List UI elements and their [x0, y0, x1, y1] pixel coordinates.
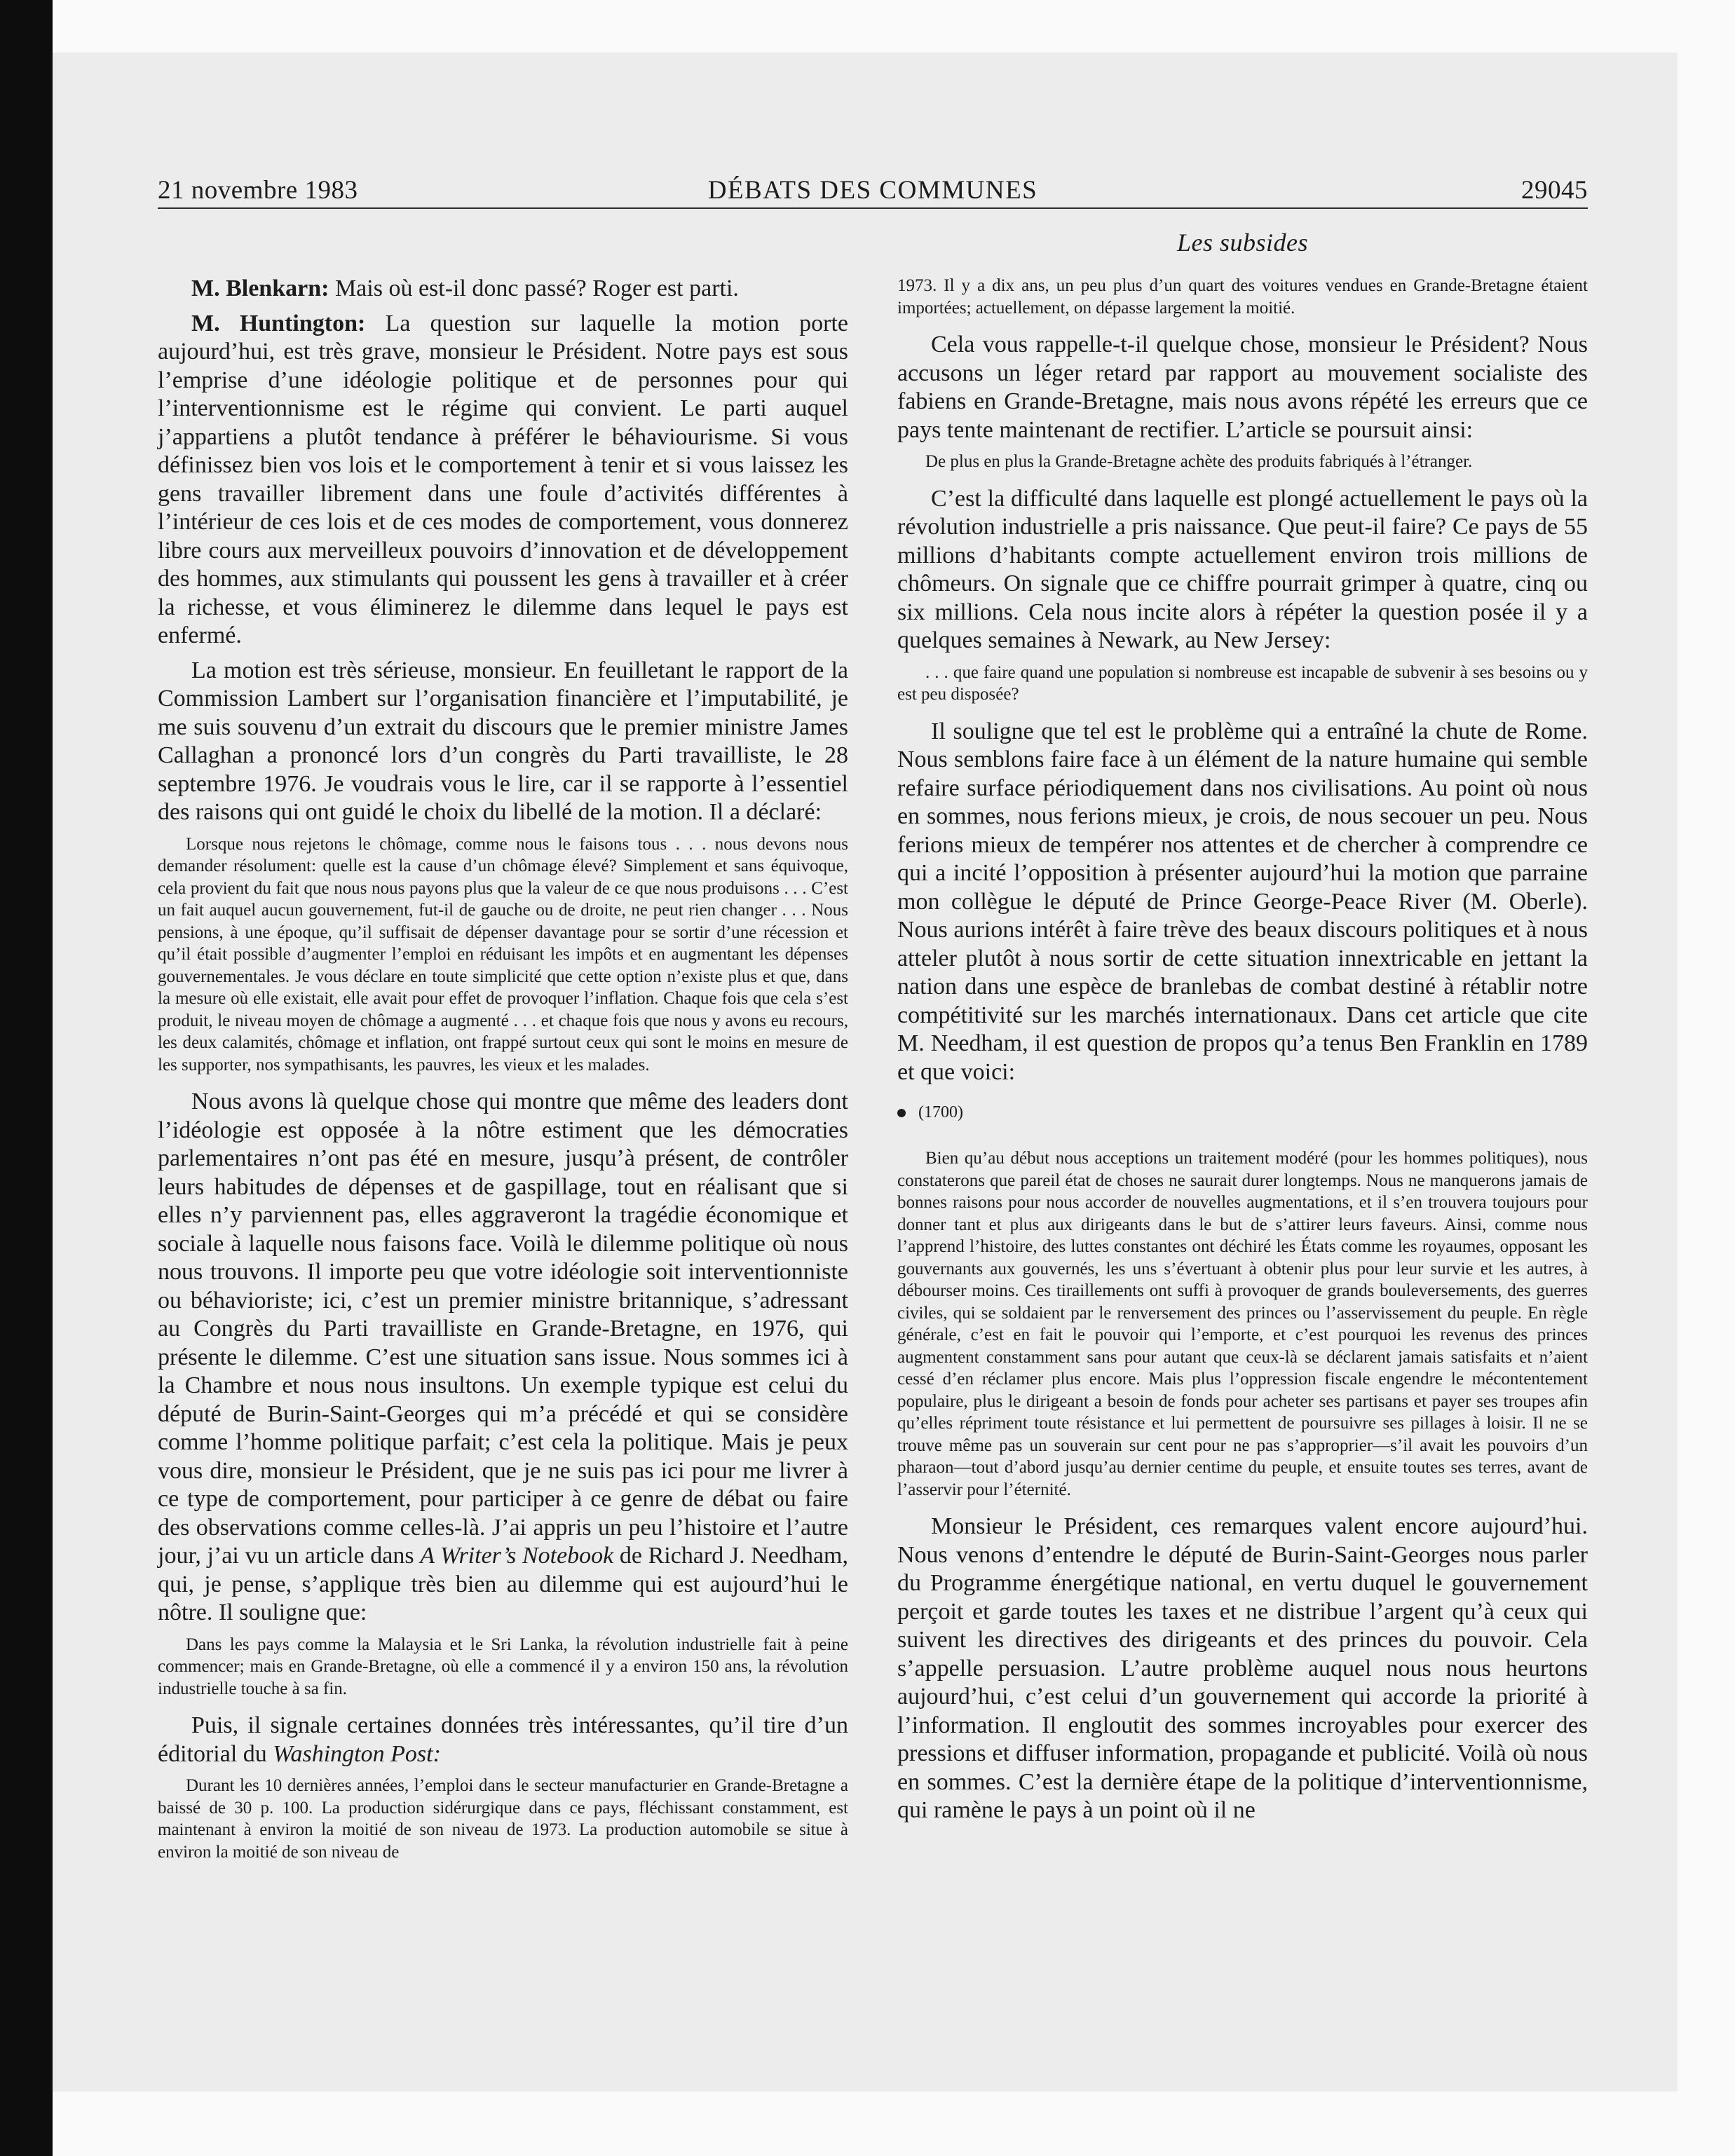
right-column	[897, 275, 1588, 1831]
quotation-washington-post: Durant les 10 dernières années, l’emploi dans le secteur manufacturier en Grande-Bretagne a baissé de 30 p. 100. La production sidérurgique dans ce pays, fléchissant constamment, est maintenant à environ la moitié de son niveau de 1973. La production automobile se situe à environ la moitié de son niveau de	[158, 1776, 848, 1862]
speech-text: Mais où est-il donc passé? Roger est parti.	[329, 275, 739, 301]
quotation: De plus en plus la Grande-Bretagne achète des produits fabriqués à l’étranger.	[925, 452, 1473, 471]
paragraph: Cela vous rappelle-t-il quelque chose, monsieur le Président? Nous accusons un léger retard par rapport au mouvement socialiste des fabiens en Grande-Bretagne, mais nous avons répété les erreurs que ce pays tente maintenant de rectifier. L’article se poursuit ainsi:	[897, 332, 1588, 443]
scan-margin-right	[1678, 0, 1735, 2156]
scan-margin-bottom	[53, 2092, 1735, 2156]
left-column	[158, 275, 848, 1875]
text-run: Puis, il signale certaines données très intéressantes, qu’il tire d’un éditorial du	[158, 1712, 848, 1767]
quotation: . . . que faire quand une population si nombreuse est incapable de subvenir à ses besoins ou y est peu disposée?	[897, 662, 1588, 704]
scan-margin-top	[53, 0, 1735, 53]
quotation-franklin: Bien qu’au début nous acceptions un traitement modéré (pour les hommes politiques), nous constaterons que pareil état de choses ne saurait durer longtemps. Nous ne manquerons jamais de bonnes raisons pour nous accorder de nouvelles augmentations, et il s’en trouvera toujours pour donner tant et plus aux dirigeants dans le but de s’attirer leurs faveurs. Ainsi, comme nous l’apprend l’histoire, des luttes constantes ont déchiré les États comme les royaumes, opposant les gouvernants aux gouvernés, les uns s’évertuant à obtenir plus pour leur survie et les autres, à débourser moins. Ces tiraillements ont suffi à provoquer de grands bouleversements, des guerres civiles, qui se soldaient par le renversement des princes ou l’asservissement du peuple. En règle générale, c’est en fait le pouvoir qui l’emporte, et c’est pourquoi les revenus des princes augmentent constamment sans pour autant que ceux-là se déclarent jamais satisfaits et n’aient cessé d’en réclamer plus encore. Mais plus l’oppression fiscale engendre le mécontentement populaire, plus le dirigeant a besoin de fonds pour acheter ses partisans et payer ses troupes afin qu’elles répriment toute résistance et lui permettent de poursuivre ses pillages à loisir. Il ne se trouve même pas un souverain sur cent pour ne pas s’approprier—s’il avait les pouvoirs d’un pharaon—tout d’abord jusqu’au dernier centime du peuple, et ensuite toutes ses terres, avant de l’asservir pour l’éternité.	[897, 1149, 1588, 1499]
paragraph: C’est la difficulté dans laquelle est plongé actuellement le pays où la révolution industrielle a pris naissance. Que peut-il faire? Ce pays de 55 millions d’habitants compte actuellement environ trois millions de chômeurs. On signale que ce chiffre pourrait grimper à quatre, cinq ou six millions. Cela nous incite alors à répéter la question posée il y a quelques semaines à Newark, au New Jersey:	[897, 485, 1588, 653]
paragraph-blenkarn	[158, 275, 848, 303]
scan-binding-edge	[0, 0, 53, 2156]
speaker-name: M. Huntington:	[191, 310, 366, 336]
section-heading: Les subsides	[1176, 228, 1309, 257]
book-title: A Writer’s Notebook	[420, 1543, 614, 1569]
header-rule	[158, 207, 1588, 209]
speaker-name: M. Blenkarn:	[191, 275, 329, 301]
paragraph: Monsieur le Président, ces remarques valent encore aujourd’hui. Nous venons d’entendre le député de Burin-Saint-Georges nous parler du Programme énergétique national, en vertu duquel le gouvernement perçoit et garde toutes les taxes et ne distribue l’argent qu’à ceux qui suivent les directives des dirigeants et des princes du pouvoir. Cela s’appelle persuasion. L’autre problème auquel nous nous heurtons aujourd’hui, c’est celui d’un gouvernement qui accorde la priorité à l’information. Il engloutit des sommes incroyables pour exercer des pressions et diffuser information, propagande et publicité. Voilà où nous en sommes. C’est la dernière étape de la politique d’interventionnisme, qui ramène le pays à un point où il ne	[897, 1513, 1588, 1823]
paragraph	[158, 1712, 848, 1768]
quotation-needham: Dans les pays comme la Malaysia et le Sri Lanka, la révolution industrielle fait à peine commencer; mais en Grande-Bretagne, où elle a commencé il y a environ 150 ans, la révolution industrielle touche à sa fin.	[158, 1635, 848, 1698]
time-marker-label: (1700)	[918, 1103, 963, 1121]
paragraph	[158, 1088, 848, 1628]
quotation-callaghan: Lorsque nous rejetons le chômage, comme nous le faisons tous . . . nous devons nous demander résolument: quelle est la cause d’un chômage élevé? Simplement et sans équivoque, cela provient du fait que nous nous payons plus que la valeur de ce que nous produisons . . . C’est un fait auquel aucun gouvernement, fut-il de gauche ou de droite, ne peut rien changer . . . Nous pensions, à une époque, qu’il suffisait de dépenser davantage pour se sortir d’une récession et qu’il était possible d’augmenter l’emploi en réduisant les impôts et en augmentant les dépenses gouvernementales. Je vous déclare en toute simplicité que cette option n’existe plus et que, dans la mesure où elle existait, elle avait pour effet de provoquer l’inflation. Chaque fois que cela s’est produit, le niveau moyen de chômage a augmenté . . . et chaque fois que nous y avons eu recours, les deux calamités, chômage et inflation, ont frappé surtout ceux qui sont le moins en mesure de les supporter, nos sympathisants, les pauvres, les vieux et les malades.	[158, 834, 848, 1074]
time-marker	[897, 1103, 1588, 1122]
paragraph: Il souligne que tel est le problème qui a entraîné la chute de Rome. Nous semblons faire face à un élément de la nature humaine qui semble refaire surface périodiquement dans nos civilisations. Au point où nous en sommes, nous ferions mieux, je crois, de nous secouer un peu. Nous ferions mieux de tempérer nos attentes et de chercher à comprendre ce qui a incité l’opposition à présenter aujourd’hui la motion que parraine mon collègue le député de Prince George-Peace River (M. Oberle). Nous aurions intérêt à faire trève des beaux discours politiques et à nous atteler plutôt à nous sortir de cette situation innextricable en jettant la nation dans une espèce de branlebas de combat destiné à rétablir notre compétitivité sur les marchés internationaux. Dans cet article que cite M. Needham, il est question de propos qu’a tenus Ben Franklin en 1789 et que voici:	[897, 718, 1588, 1085]
quotation-continued: 1973. Il y a dix ans, un peu plus d’un quart des voitures vendues en Grande-Bretagne étaient importées; actuellement, on dépasse largement la moitié.	[897, 276, 1588, 318]
paragraph-huntington	[158, 310, 848, 650]
text-run: Nous avons là quelque chose qui montre que même des leaders dont l’idéologie est opposée à la nôtre estiment que les démocraties parlementaires n’ont pas été en mesure, jusqu’à présent, de contrôler leurs habitudes de dépenses et de gaspillage, tout en réalisant que si elles n’y parviennent pas, elles aggraveront la tragédie économique et sociale à laquelle nous faisons face. Voilà le dilemme politique où nous nous trouvons. Il importe peu que votre idéologie soit interventionniste ou béhavioriste; ici, c’est un premier ministre britannique, s’adressant au Congrès du Parti travailliste en Grande-Bretagne, en 1976, qui présente le dilemme. C’est une situation sans issue. Nous sommes ici à la Chambre et nous nous insultons. Un exemple typique est celui du député de Burin-Saint-Georges qui m’a précédé et qui se considère comme l’homme politique parfait; c’est cela la politique. Mais je peux vous dire, monsieur le Président, que je ne suis pas ici pour me livrer à ce type de comportement, pour participer à ce genre de débat ou faire des observations comme celles-là. J’ai appris un peu l’histoire et l’autre jour, j’ai vu un article dans	[158, 1089, 848, 1569]
running-head	[158, 175, 1588, 206]
paragraph: La motion est très sérieuse, monsieur. En feuilletant le rapport de la Commission Lambert sur l’organisation financière et l’imputabilité, je me suis souvenu d’un extrait du discours que le premier ministre James Callaghan a prononcé lors d’un congrès du Parti travailliste, le 28 septembre 1976. Je voudrais vous le lire, car il se rapporte à l’essentiel des raisons qui ont guidé le choix du libellé de la motion. Il a déclaré:	[158, 657, 848, 825]
header-date: 21 novembre 1983	[158, 176, 358, 205]
bullet-icon	[897, 1109, 906, 1117]
header-title: DÉBATS DES COMMUNES	[707, 176, 1038, 205]
text-run: de Richard J. Needham, qui, je pense, s’applique très bien au dilemme qui est aujourd’hui le nôtre. Il souligne que:	[158, 1543, 848, 1625]
newspaper-title: Washington Post:	[273, 1740, 441, 1767]
speech-text: La question sur laquelle la motion porte aujourd’hui, est très grave, monsieur le Président. Notre pays est sous l’emprise d’une idéologie politique et de personnes pour qui l’interventionnisme est le régime qui convient. Le parti auquel j’appartiens a plutôt tendance à préférer le béhaviourisme. Si vous définissez bien vos lois et le comportement à tenir et si vous laissez les gens travailler librement dans une foule d’activités différentes à l’intérieur de ces lois et de ces modes de comportement, vous donnerez libre cours aux merveilleux pouvoirs d’innovation et de développement des hommes, aux stimulants qui poussent les gens à travailler et à créer la richesse, et vous éliminerez le dilemme dans lequel le pays est enfermé.	[158, 310, 848, 648]
page-number: 29045	[1521, 176, 1588, 205]
